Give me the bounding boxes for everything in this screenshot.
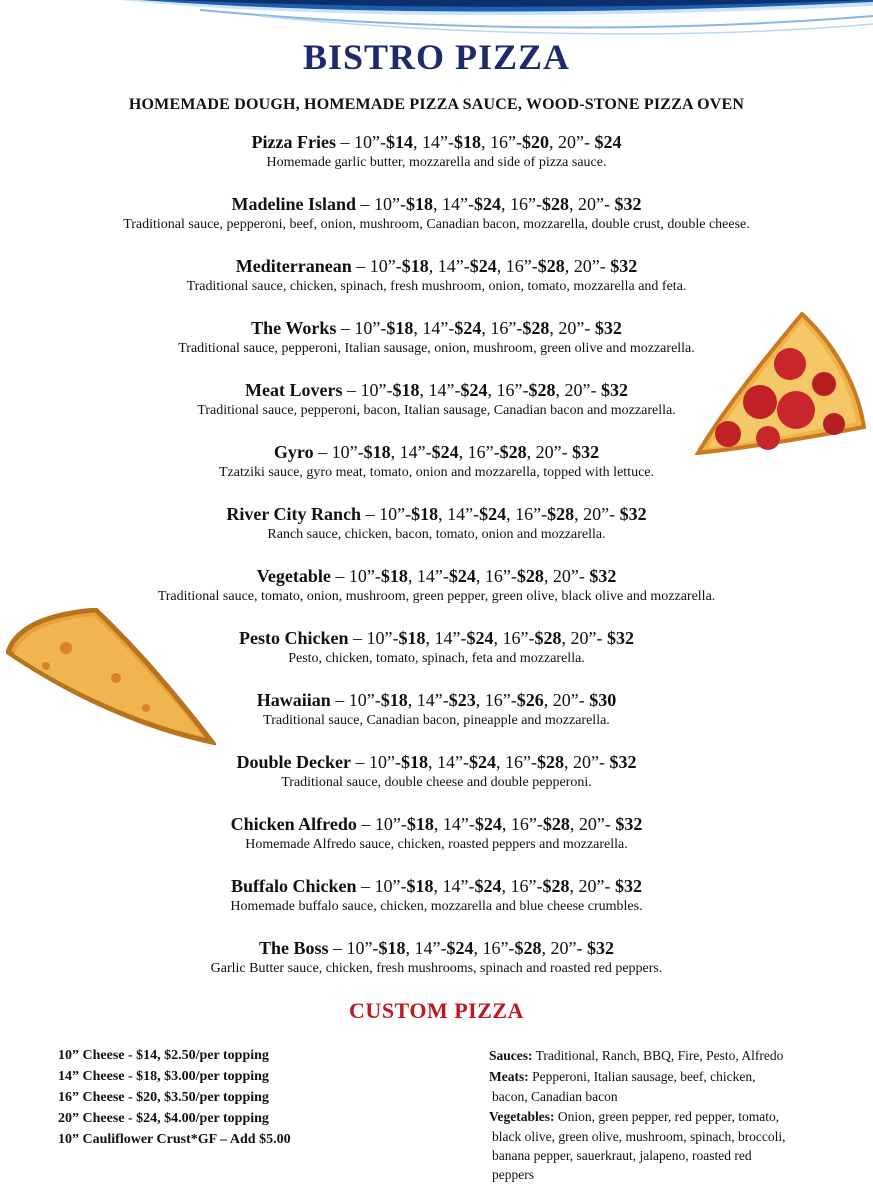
size-label-20: 20” <box>570 628 597 648</box>
sauces-label: Sauces: <box>489 1048 533 1063</box>
size-label-10: 10” <box>374 876 401 896</box>
custom-size-16: 16” Cheese - $20, $3.50/per topping <box>58 1090 269 1105</box>
menu-item <box>0 812 873 874</box>
meats-row <box>489 1066 819 1087</box>
size-label-16: 16” <box>502 628 529 648</box>
menu-item-header: Buffalo Chicken – 10”-$18, 14”-$24, 16”-$28, 20”- $32 <box>230 876 643 896</box>
menu-item-description: Homemade garlic butter, mozzarella and side of pizza sauce. <box>266 155 607 170</box>
size-label-10: 10” <box>360 380 387 400</box>
size-label-14: 14” <box>436 752 463 772</box>
custom-size-20: 20” Cheese - $24, $4.00/per topping <box>58 1111 269 1126</box>
price-14: $18 <box>453 132 481 152</box>
custom-pizza-title: CUSTOM PIZZA <box>349 998 524 1023</box>
menu-item-header: Pesto Chicken – 10”-$18, 14”-$24, 16”-$28, 20”- $32 <box>239 628 634 648</box>
menu-item-name: Meat Lovers <box>245 380 343 400</box>
vegetables-label: Vegetables: <box>489 1109 555 1124</box>
size-label-20: 20” <box>557 132 584 152</box>
custom-toppings-list <box>489 1045 819 1184</box>
menu-item-description: Traditional sauce, double cheese and double pepperoni. <box>281 775 592 790</box>
price-20: $32 <box>607 628 634 648</box>
price-10: $18 <box>363 442 391 462</box>
menu-item-header: Hawaiian – 10”-$18, 14”-$23, 16”-$26, 20”- $30 <box>256 690 617 710</box>
price-20: $32 <box>619 504 647 524</box>
menu-item-header: Madeline Island – 10”-$18, 14”-$24, 16”-$28, 20”- $32 <box>231 194 642 214</box>
size-label-20: 20” <box>583 504 610 524</box>
price-20: $32 <box>572 442 600 462</box>
size-label-16: 16” <box>505 256 532 276</box>
size-label-10: 10” <box>354 318 381 338</box>
price-14: $24 <box>431 442 459 462</box>
menu-item-description: Tzatziki sauce, gyro meat, tomato, onion and mozzarella, topped with lettuce. <box>218 465 654 480</box>
price-10: $18 <box>406 876 434 896</box>
size-label-10: 10” <box>331 442 358 462</box>
price-16: $28 <box>536 752 564 772</box>
price-14: $24 <box>468 752 496 772</box>
price-16: $28 <box>537 256 565 276</box>
price-10: $18 <box>386 318 414 338</box>
price-20: $24 <box>594 132 622 152</box>
size-label-10: 10” <box>369 256 396 276</box>
menu-item <box>0 130 873 192</box>
pizza-menu-list <box>0 130 873 998</box>
menu-item <box>0 192 873 254</box>
menu-item-header: The Works – 10”-$18, 14”-$24, 16”-$28, 20”- $32 <box>251 318 622 338</box>
meats-value: Pepperoni, Italian sausage, beef, chicken, <box>532 1069 756 1084</box>
price-14: $24 <box>448 566 476 586</box>
price-10: $18 <box>406 194 434 214</box>
price-16: $28 <box>542 876 570 896</box>
price-14: $24 <box>474 814 502 834</box>
size-label-10: 10” <box>374 814 401 834</box>
vegetables-value: Onion, green pepper, red pepper, tomato, <box>557 1109 780 1124</box>
price-14: $24 <box>466 628 494 648</box>
price-10: $18 <box>380 690 408 710</box>
size-label-20: 20” <box>578 194 605 214</box>
vegetables-row <box>489 1106 819 1127</box>
custom-size-10: 10” Cheese - $14, $2.50/per topping <box>58 1048 269 1063</box>
size-label-14: 14” <box>442 876 469 896</box>
price-20: $32 <box>610 256 638 276</box>
menu-item-name: Pizza Fries <box>251 132 336 152</box>
price-16: $28 <box>528 380 556 400</box>
size-label-14: 14” <box>434 628 461 648</box>
price-20: $32 <box>587 938 615 958</box>
menu-item-header: Vegetable – 10”-$18, 14”-$24, 16”-$28, 20”- $32 <box>256 566 617 586</box>
size-label-10: 10” <box>368 752 395 772</box>
vegetables-value-cont-1: black olive, green olive, mushroom, spinach, broccoli, <box>492 1129 786 1144</box>
size-label-16: 16” <box>510 194 537 214</box>
sauces-value: Traditional, Ranch, BBQ, Fire, Pesto, Alfredo <box>535 1048 784 1063</box>
menu-item-name: Buffalo Chicken <box>230 876 357 896</box>
menu-item-description: Garlic Butter sauce, chicken, fresh mushrooms, spinach and roasted red peppers. <box>210 961 663 976</box>
price-16: $28 <box>542 814 570 834</box>
price-20: $32 <box>594 318 622 338</box>
size-label-14: 14” <box>416 566 443 586</box>
meats-label: Meats: <box>489 1069 529 1084</box>
price-10: $18 <box>400 752 428 772</box>
price-20: $32 <box>600 380 628 400</box>
size-label-14: 14” <box>428 380 455 400</box>
size-label-16: 16” <box>482 938 509 958</box>
menu-item-description: Traditional sauce, pepperoni, Italian sausage, onion, mushroom, green olive and mozzarella. <box>178 341 695 356</box>
menu-item-name: Pesto Chicken <box>239 628 349 648</box>
size-label-16: 16” <box>496 380 523 400</box>
size-label-16: 16” <box>504 752 531 772</box>
price-16: $28 <box>499 442 527 462</box>
price-16: $26 <box>516 690 544 710</box>
price-10: $18 <box>401 256 429 276</box>
menu-item-description: Traditional sauce, pepperoni, beef, onion, mushroom, Canadian bacon, mozzarella, double crust, double cheese. <box>123 217 750 232</box>
price-14: $24 <box>479 504 507 524</box>
price-16: $28 <box>534 628 562 648</box>
price-10: $18 <box>378 938 406 958</box>
size-label-16: 16” <box>510 814 537 834</box>
price-14: $24 <box>474 876 502 896</box>
menu-item-description: Homemade buffalo sauce, chicken, mozzarella and blue cheese crumbles. <box>230 899 643 914</box>
size-label-10: 10” <box>379 504 406 524</box>
menu-item <box>0 502 873 564</box>
price-20: $32 <box>589 566 617 586</box>
price-14: $24 <box>454 318 482 338</box>
menu-item <box>0 936 873 998</box>
price-14: $24 <box>446 938 474 958</box>
size-label-14: 14” <box>442 194 469 214</box>
menu-item-header: Chicken Alfredo – 10”-$18, 14”-$24, 16”-$28, 20”- $32 <box>230 814 643 834</box>
size-label-20: 20” <box>578 814 605 834</box>
menu-item-header: Meat Lovers – 10”-$18, 14”-$24, 16”-$28, 20”- $32 <box>245 380 628 400</box>
vegetables-value-cont-3: peppers <box>492 1167 534 1182</box>
meats-value-cont: bacon, Canadian bacon <box>492 1089 618 1104</box>
price-20: $32 <box>615 814 643 834</box>
size-label-10: 10” <box>348 690 375 710</box>
menu-item-description: Homemade Alfredo sauce, chicken, roasted peppers and mozzarella. <box>245 837 628 852</box>
menu-item <box>0 254 873 316</box>
price-16: $28 <box>547 504 575 524</box>
price-10: $18 <box>398 628 426 648</box>
price-10: $18 <box>380 566 408 586</box>
menu-item-name: Vegetable <box>256 566 331 586</box>
menu-item-description: Ranch sauce, chicken, bacon, tomato, onion and mozzarella. <box>267 527 606 542</box>
menu-item-name: Gyro <box>273 442 314 462</box>
size-label-14: 14” <box>422 318 449 338</box>
size-label-16: 16” <box>484 690 511 710</box>
size-label-16: 16” <box>515 504 542 524</box>
size-label-16: 16” <box>510 876 537 896</box>
menu-item-description: Traditional sauce, tomato, onion, mushroom, green pepper, green olive, black olive and mozzarella. <box>157 589 716 604</box>
size-label-10: 10” <box>353 132 380 152</box>
size-label-20: 20” <box>572 752 599 772</box>
menu-item-name: Mediterranean <box>235 256 352 276</box>
size-label-20: 20” <box>573 256 600 276</box>
price-16: $28 <box>514 938 542 958</box>
menu-item-header: The Boss – 10”-$18, 14”-$24, 16”-$28, 20”- $32 <box>258 938 615 958</box>
size-label-14: 14” <box>416 690 443 710</box>
size-label-10: 10” <box>366 628 393 648</box>
menu-item-name: The Works <box>251 318 337 338</box>
price-16: $28 <box>542 194 570 214</box>
size-label-16: 16” <box>490 318 517 338</box>
menu-item-description: Traditional sauce, Canadian bacon, pineapple and mozzarella. <box>263 713 610 728</box>
menu-item-name: Chicken Alfredo <box>230 814 357 834</box>
price-16: $20 <box>521 132 549 152</box>
price-10: $18 <box>406 814 434 834</box>
price-20: $32 <box>609 752 637 772</box>
size-label-14: 14” <box>414 938 441 958</box>
menu-item-name: Double Decker <box>236 752 351 772</box>
vegetables-value-cont-2: banana pepper, sauerkraut, jalapeno, roasted red <box>492 1148 752 1163</box>
price-14: $24 <box>474 194 502 214</box>
price-20: $32 <box>614 194 642 214</box>
size-label-10: 10” <box>348 566 375 586</box>
price-10: $18 <box>392 380 420 400</box>
size-label-10: 10” <box>374 194 401 214</box>
custom-cauliflower-crust: 10” Cauliflower Crust*GF – Add $5.00 <box>58 1132 291 1147</box>
custom-size-14: 14” Cheese - $18, $3.00/per topping <box>58 1069 269 1084</box>
size-label-20: 20” <box>552 566 579 586</box>
tagline: HOMEMADE DOUGH, HOMEMADE PIZZA SAUCE, WOOD-STONE PIZZA OVEN <box>128 96 745 113</box>
menu-item-header: Double Decker – 10”-$18, 14”-$24, 16”-$28, 20”- $32 <box>236 752 637 772</box>
size-label-20: 20” <box>558 318 585 338</box>
price-14: $24 <box>460 380 488 400</box>
sauces-row <box>489 1045 819 1066</box>
menu-item <box>0 874 873 936</box>
menu-item-header: Mediterranean – 10”-$18, 14”-$24, 16”-$28, 20”- $32 <box>235 256 638 276</box>
page-title: BISTRO PIZZA <box>302 37 571 77</box>
menu-item-header: Gyro – 10”-$18, 14”-$24, 16”-$28, 20”- $32 <box>273 442 600 462</box>
size-label-14: 14” <box>399 442 426 462</box>
price-10: $18 <box>411 504 439 524</box>
size-label-20: 20” <box>535 442 562 462</box>
price-16: $28 <box>516 566 544 586</box>
price-10: $14 <box>385 132 413 152</box>
size-label-14: 14” <box>442 814 469 834</box>
menu-item <box>0 750 873 812</box>
price-16: $28 <box>522 318 550 338</box>
menu-item-description: Traditional sauce, pepperoni, bacon, Italian sausage, Canadian bacon and mozzarella. <box>197 403 676 418</box>
menu-item-name: The Boss <box>258 938 329 958</box>
price-14: $24 <box>469 256 497 276</box>
price-20: $30 <box>589 690 617 710</box>
menu-item-description: Pesto, chicken, tomato, spinach, feta and mozzarella. <box>288 651 585 666</box>
size-label-16: 16” <box>467 442 494 462</box>
size-label-20: 20” <box>550 938 577 958</box>
menu-item-description: Traditional sauce, chicken, spinach, fresh mushroom, onion, tomato, mozzarella and feta. <box>186 279 687 294</box>
menu-item-name: River City Ranch <box>226 504 362 524</box>
size-label-20: 20” <box>564 380 591 400</box>
menu-item-header: Pizza Fries – 10”-$14, 14”-$18, 16”-$20, 20”- $24 <box>251 132 622 152</box>
size-label-20: 20” <box>578 876 605 896</box>
cheese-pizza-slice-image <box>6 608 216 746</box>
menu-item-name: Hawaiian <box>256 690 331 710</box>
price-20: $32 <box>615 876 643 896</box>
size-label-16: 16” <box>484 566 511 586</box>
custom-sizes-list <box>58 1045 291 1150</box>
menu-item-header: River City Ranch – 10”-$18, 14”-$24, 16”-$28, 20”- $32 <box>226 504 647 524</box>
size-label-14: 14” <box>447 504 474 524</box>
menu-item-name: Madeline Island <box>231 194 357 214</box>
size-label-20: 20” <box>552 690 579 710</box>
size-label-10: 10” <box>346 938 373 958</box>
size-label-14: 14” <box>437 256 464 276</box>
size-label-16: 16” <box>489 132 516 152</box>
size-label-14: 14” <box>421 132 448 152</box>
price-14: $23 <box>448 690 476 710</box>
pepperoni-pizza-slice-image <box>692 312 867 455</box>
